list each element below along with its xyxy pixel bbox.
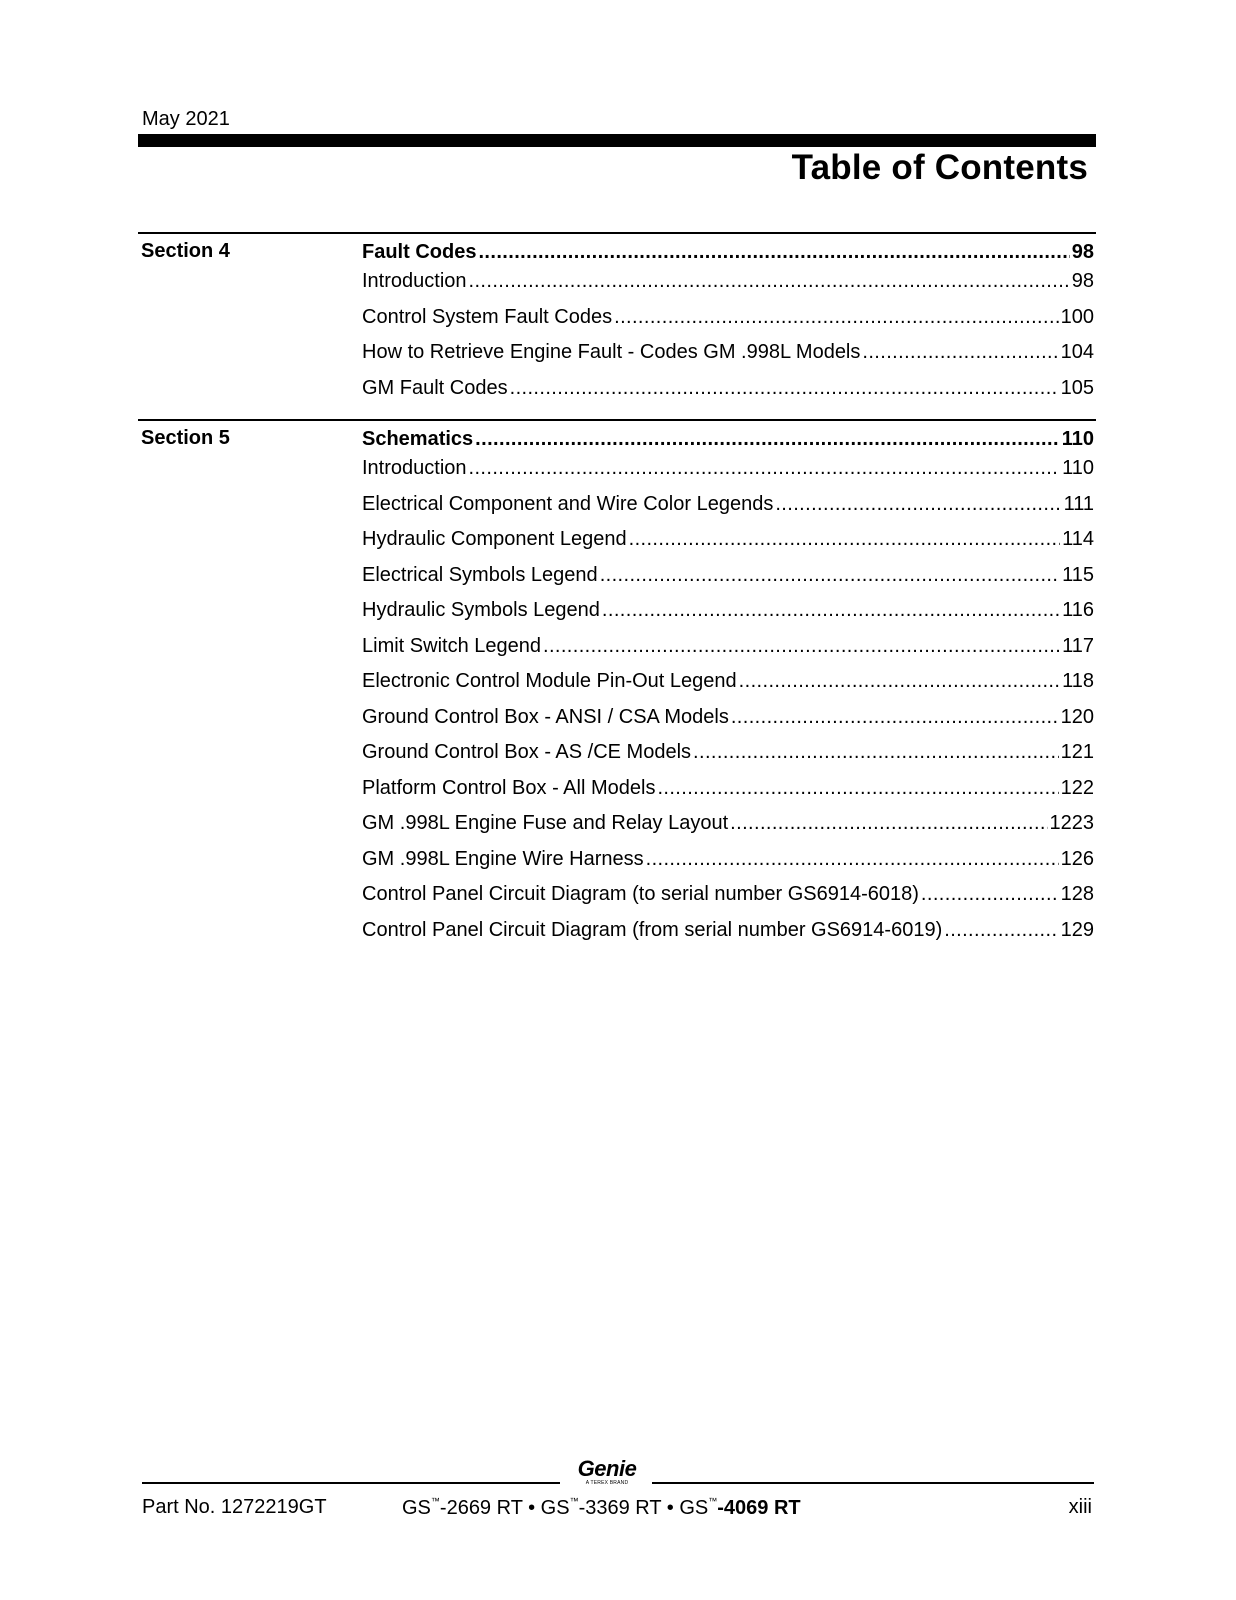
model-name: GS — [402, 1497, 431, 1519]
toc-entry-title: Electrical Symbols Legend — [362, 563, 598, 586]
dot-leader — [775, 492, 1061, 516]
toc-entry-page: 1223 — [1049, 812, 1094, 834]
toc-entry-title: Limit Switch Legend — [362, 634, 541, 657]
toc-entry-page: 122 — [1060, 776, 1094, 799]
toc-entry[interactable] — [362, 456, 1094, 480]
model-name: -2669 RT • GS — [439, 1497, 570, 1519]
toc-entry-title: GM .998L Engine Wire Harness — [362, 847, 644, 870]
toc-entry[interactable] — [362, 269, 1094, 293]
toc-entry[interactable] — [362, 811, 1094, 835]
dot-leader — [731, 705, 1059, 729]
toc-entry-page: 115 — [1062, 563, 1094, 586]
footer-page-number: xiii — [1068, 1496, 1092, 1518]
dot-leader — [600, 563, 1060, 587]
toc-entry[interactable] — [362, 705, 1094, 729]
toc-section-5 — [138, 419, 1096, 951]
footer-part-number: Part No. 1272219GT — [142, 1496, 327, 1518]
toc-entry-title: Fault Codes — [362, 241, 477, 263]
dot-leader — [614, 305, 1059, 329]
dot-leader — [921, 882, 1059, 906]
toc-entry-page: 116 — [1062, 599, 1094, 621]
toc-entry-title: GM .998L Engine Fuse and Relay Layout — [362, 812, 729, 834]
dot-leader — [602, 598, 1060, 622]
toc-entry[interactable] — [362, 527, 1094, 551]
dot-leader — [862, 340, 1058, 364]
dot-leader — [475, 427, 1060, 451]
date-header: May 2021 — [142, 108, 230, 130]
dot-leader — [657, 776, 1058, 800]
dot-leader — [646, 847, 1059, 871]
toc-entry-title: Schematics — [362, 428, 474, 450]
toc-entry[interactable] — [362, 376, 1094, 400]
toc-entry-page: 120 — [1060, 705, 1094, 728]
toc-entry[interactable] — [362, 634, 1094, 658]
footer-rule-right — [652, 1482, 1094, 1484]
toc-entry-page: 110 — [1062, 457, 1094, 479]
top-rule — [138, 134, 1096, 147]
toc-entry-page: 105 — [1060, 376, 1094, 399]
toc-entry-title: Control Panel Circuit Diagram (from serial number GS6914-6019) — [362, 918, 943, 941]
toc-entry-page: 98 — [1071, 241, 1094, 263]
dot-leader — [510, 376, 1059, 400]
dot-leader — [478, 240, 1069, 264]
toc-entry-title: How to Retrieve Engine Fault - Codes GM .998L Models — [362, 341, 861, 363]
toc-section-heading[interactable] — [362, 427, 1094, 451]
toc-entry-page: 118 — [1062, 670, 1094, 692]
toc-entry[interactable] — [362, 340, 1094, 364]
toc-entry-title: Hydraulic Component Legend — [362, 528, 627, 550]
dot-leader — [730, 811, 1047, 835]
toc-entry-page: 98 — [1071, 270, 1094, 292]
trademark: ™ — [430, 1496, 440, 1506]
toc-entry[interactable] — [362, 669, 1094, 693]
toc-entry-page: 117 — [1062, 634, 1094, 657]
footer-models — [402, 1496, 801, 1520]
toc-entry[interactable] — [362, 740, 1094, 764]
section-label: Section 4 — [141, 240, 230, 262]
toc-entry[interactable] — [362, 492, 1094, 516]
toc-entry-title: Control Panel Circuit Diagram (to serial number GS6914-6018) — [362, 883, 919, 905]
trademark: ™ — [569, 1496, 579, 1506]
dot-leader — [629, 527, 1061, 551]
toc-entry-page: 104 — [1060, 341, 1094, 363]
toc-entry[interactable] — [362, 776, 1094, 800]
dot-leader — [543, 634, 1060, 658]
toc-entry-title: Ground Control Box - AS /CE Models — [362, 741, 692, 763]
model-name: -4069 RT — [717, 1497, 801, 1519]
dot-leader — [944, 918, 1058, 942]
toc-entry-page: 111 — [1063, 492, 1094, 515]
toc-entry[interactable] — [362, 847, 1094, 871]
toc-entry-page: 121 — [1060, 741, 1094, 763]
toc-section-heading[interactable] — [362, 240, 1094, 264]
toc-entry[interactable] — [362, 598, 1094, 622]
logo-word: Genie — [577, 1456, 637, 1481]
toc-entry-title: Introduction — [362, 270, 467, 292]
toc-entry[interactable] — [362, 305, 1094, 329]
toc-entry[interactable] — [362, 918, 1094, 942]
dot-leader — [693, 740, 1059, 764]
toc-entry[interactable] — [362, 882, 1094, 906]
toc-entry-page: 126 — [1060, 847, 1094, 870]
footer-rule-left — [142, 1482, 560, 1484]
toc-entry-title: Electronic Control Module Pin-Out Legend — [362, 670, 737, 692]
toc-entry-page: 110 — [1061, 428, 1094, 450]
toc-entry-title: Introduction — [362, 457, 467, 479]
toc-entry-page: 100 — [1060, 305, 1094, 328]
toc-entry-page: 128 — [1060, 883, 1094, 905]
dot-leader — [469, 456, 1061, 480]
page-title: Table of Contents — [791, 148, 1088, 187]
logo-tagline: A TEREX BRAND — [585, 1480, 629, 1486]
dot-leader — [469, 269, 1070, 293]
genie-logo — [570, 1458, 644, 1486]
toc-section-4 — [138, 232, 1096, 404]
section-entries — [362, 240, 1094, 411]
section-label: Section 5 — [141, 427, 230, 449]
trademark: ™ — [708, 1496, 718, 1506]
toc-entry-title: GM Fault Codes — [362, 376, 508, 399]
toc-entry-page: 114 — [1062, 528, 1094, 550]
toc-entry-title: Control System Fault Codes — [362, 305, 613, 328]
toc-entry[interactable] — [362, 563, 1094, 587]
section-entries — [362, 427, 1094, 953]
dot-leader — [739, 669, 1060, 693]
toc-entry-title: Ground Control Box - ANSI / CSA Models — [362, 705, 729, 728]
toc-entry-page: 129 — [1060, 918, 1094, 941]
toc-entry-title: Hydraulic Symbols Legend — [362, 599, 600, 621]
toc-entry-title: Platform Control Box - All Models — [362, 776, 656, 799]
model-name: -3369 RT • GS — [578, 1497, 709, 1519]
toc-entry-title: Electrical Component and Wire Color Legends — [362, 492, 774, 515]
